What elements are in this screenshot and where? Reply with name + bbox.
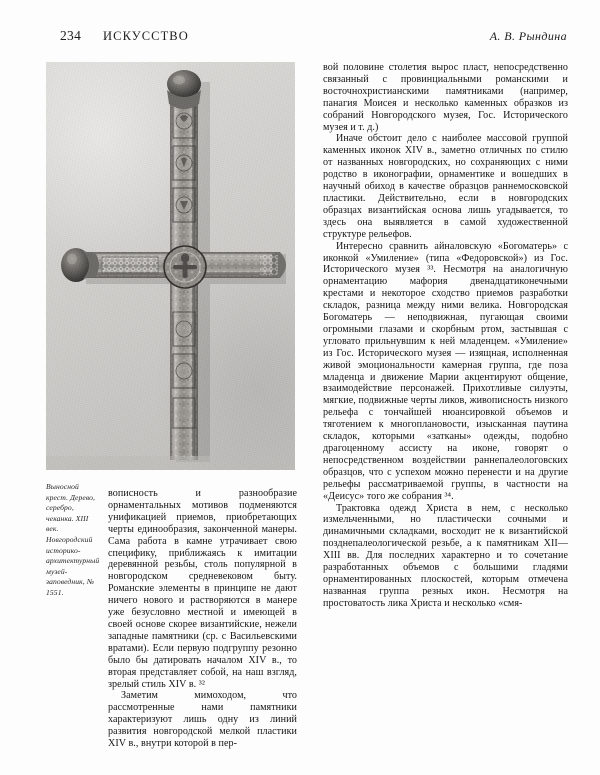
paragraph: Заметим мимоходом, что рассмотренные нами памятники характеризуют лишь одну из линий развития новгородской мелкой пластики XIV в., внутри которой в пер- [108, 690, 297, 750]
page-number: 234 [60, 28, 82, 43]
author-name: А. В. Рындина [489, 29, 567, 43]
section-title: ИСКУССТВО [103, 29, 189, 43]
figure-caption: Выносной крест. Дерево, серебро, чеканка. XIII век. Новгородский историко-архитектурный музей-заповедник, № 1551. [46, 482, 100, 597]
running-head [0, 28, 600, 46]
paragraph: вописность и разнообразие орнаментальных мотивов подменяются унификацией приемов, приобретающих черты единообразия, законченной манеры. Сама работа в камне утрачивает свою специфику, приближаясь к имитации деревянной резьбы, столь популярной в новгородском средневековом быту. Романские элементы в принципе не дают ничего нового и растворяются в манере уже безусловно местной и имеющей в своей основе скорее византийские, нежели западные памятники (ср. с Васильевскими вратами). Если первую подгруппу резонно было бы датировать началом XIV в., то вторая представляет собой, на наш взгляд, зрелый стиль XIV в. ³² [108, 488, 297, 690]
body-text-column-left [108, 488, 297, 750]
paragraph: Иначе обстоит дело с наиболее массовой группой каменных иконок XIV в., заметно отличных по стилю от названных новгородских, но сохраняющих с ними родство в иконографии, орнаментике и вошедших в научный обиход в качестве образцов раннемосковской пластики. Действительно, если в новгородских образцах византийская основа лишь угадывается, то здесь она выявляется в самой художественной структуре рельефов. [323, 133, 568, 240]
figure-photograph [46, 62, 295, 470]
paragraph: вой половине столетия вырос пласт, непосредственно связанный с провинциальными романскими и восточнохристианскими памятниками (например, панагия Моисея и несколько каменных образков из собраний Новгородского музея, Гос. Исторического музея и т. д.) [323, 62, 568, 133]
paragraph: Трактовка одежд Христа в нем, с несколько измельченными, но пластически сочными и динамичными складками, восходит не к византийской позднепалеологической резьбе, а к памятникам XII—XIII вв. Для последних характерно и то сочетание разработанных объемов с большими гладями орнаментированных плоскостей, которым отмечена названная группа резных икон. Несмотря на простоватость лика Христа и несколько «смя- [323, 502, 568, 609]
photo-grain-overlay [46, 62, 295, 470]
paragraph: Интересно сравнить айналовскую «Богоматерь» с иконкой «Умиление» (типа «Федоровской») из Гос. Исторического музея ³³. Несмотря на аналогичную орнаментацию мафория двенадцатиконечными крестами и некоторое сходство приемов разработки складок, разница между ними велика. Новгородская Богоматерь — неподвижная, пугающая своими огромными глазами и скорбным ртом, застывшая с угловато прильнувшим к ней младенцем. «Умиление» из Гос. Исторического музея — изящная, исполненная живой эмоциональности камерная группа, где поза младенца и движение Марии акцентируют общение, взаимодействие персонажей. Прихотливые силуэты, мягкие, подвижные черты ликов, живописность низкого рельефа с тончайшей нюансировкой объемов и тяготением к многоплановости, изысканная паутина складок, которыми «затканы» одежды, подобно драгоценному ассисту на иконе, говорят о непосредственном воздействии раннепалеологовских образцов, что с успехом можно перенести и на другие рельефы рассматриваемой группы, в частности на «Деисус» того же собрания ³⁴. [323, 240, 568, 502]
body-text-column-right [323, 62, 568, 610]
